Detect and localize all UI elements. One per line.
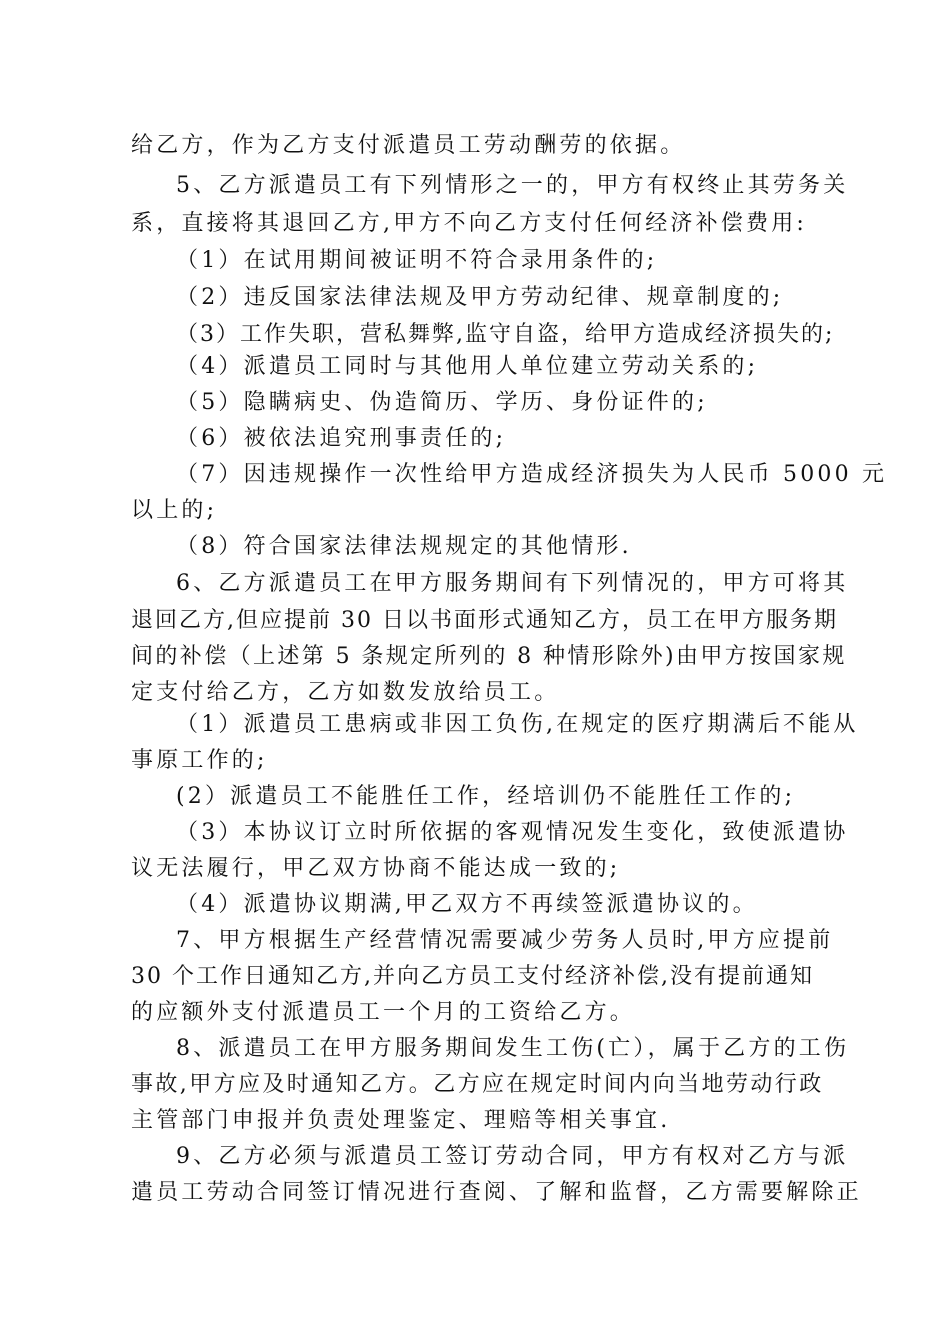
text-line: 遣员工劳动合同签订情况进行查阅、了解和监督，乙方需要解除正	[131, 1180, 862, 1205]
text-line: 8、派遣员工在甲方服务期间发生工伤(亡），属于乙方的工伤	[176, 1036, 850, 1061]
text-line: 30 个工作日通知乙方,并向乙方员工支付经济补偿,没有提前通知	[131, 964, 814, 989]
text-line: 6、乙方派遣员工在甲方服务期间有下列情况的，甲方可将其	[176, 571, 849, 596]
text-line: （2）违反国家法律法规及甲方劳动纪律、规章制度的;	[176, 285, 784, 310]
text-line: 间的补偿（上述第 5 条规定所列的 8 种情形除外)由甲方按国家规	[131, 644, 847, 669]
text-line: 给乙方，作为乙方支付派遣员工劳动酬劳的依据。	[131, 133, 686, 158]
text-line: （8）符合国家法律法规规定的其他情形.	[176, 534, 632, 559]
text-line: （6）被依法追究刑事责任的;	[176, 426, 507, 451]
text-line: （4）派遣协议期满,甲乙双方不再续签派遣协议的。	[176, 892, 758, 917]
text-line: 定支付给乙方，乙方如数发放给员工。	[131, 680, 560, 705]
text-line: 5、乙方派遣员工有下列情形之一的，甲方有权终止其劳务关	[176, 173, 849, 198]
text-line: （4）派遣员工同时与其他用人单位建立劳动关系的;	[176, 354, 759, 379]
text-line: 系，直接将其退回乙方,甲方不向乙方支付任何经济补偿费用:	[131, 211, 808, 236]
text-line: 9、乙方必须与派遣员工签订劳动合同，甲方有权对乙方与派	[176, 1144, 849, 1169]
text-line: (2）派遣员工不能胜任工作，经培训仍不能胜任工作的;	[176, 784, 796, 809]
text-line: 的应额外支付派遣员工一个月的工资给乙方。	[131, 1000, 636, 1025]
text-line: 退回乙方,但应提前 30 日以书面形式通知乙方，员工在甲方服务期	[131, 608, 838, 633]
text-line: 事故,甲方应及时通知乙方。乙方应在规定时间内向当地劳动行政	[131, 1072, 824, 1097]
text-line: （3）工作失职，营私舞弊,监守自盗，给甲方造成经济损失的;	[176, 322, 835, 347]
text-line: （1）派遣员工患病或非因工负伤,在规定的医疗期满后不能从	[176, 712, 859, 737]
text-line: （1）在试用期间被证明不符合录用条件的;	[176, 248, 658, 273]
text-line: 7、甲方根据生产经营情况需要减少劳务人员时,甲方应提前	[176, 928, 834, 953]
text-line: （3）本协议订立时所依据的客观情况发生变化，致使派遣协	[176, 820, 849, 845]
text-line: （5）隐瞒病史、伪造简历、学历、身份证件的;	[176, 390, 708, 415]
text-line: 以上的;	[131, 498, 218, 523]
text-line: 议无法履行，甲乙双方协商不能达成一致的;	[131, 856, 621, 881]
text-line: 事原工作的;	[131, 748, 268, 773]
text-line: 主管部门申报并负责处理鉴定、理赔等相关事宜.	[131, 1108, 671, 1133]
text-line: （7）因违规操作一次性给甲方造成经济损失为人民币 5000 元	[176, 462, 888, 487]
